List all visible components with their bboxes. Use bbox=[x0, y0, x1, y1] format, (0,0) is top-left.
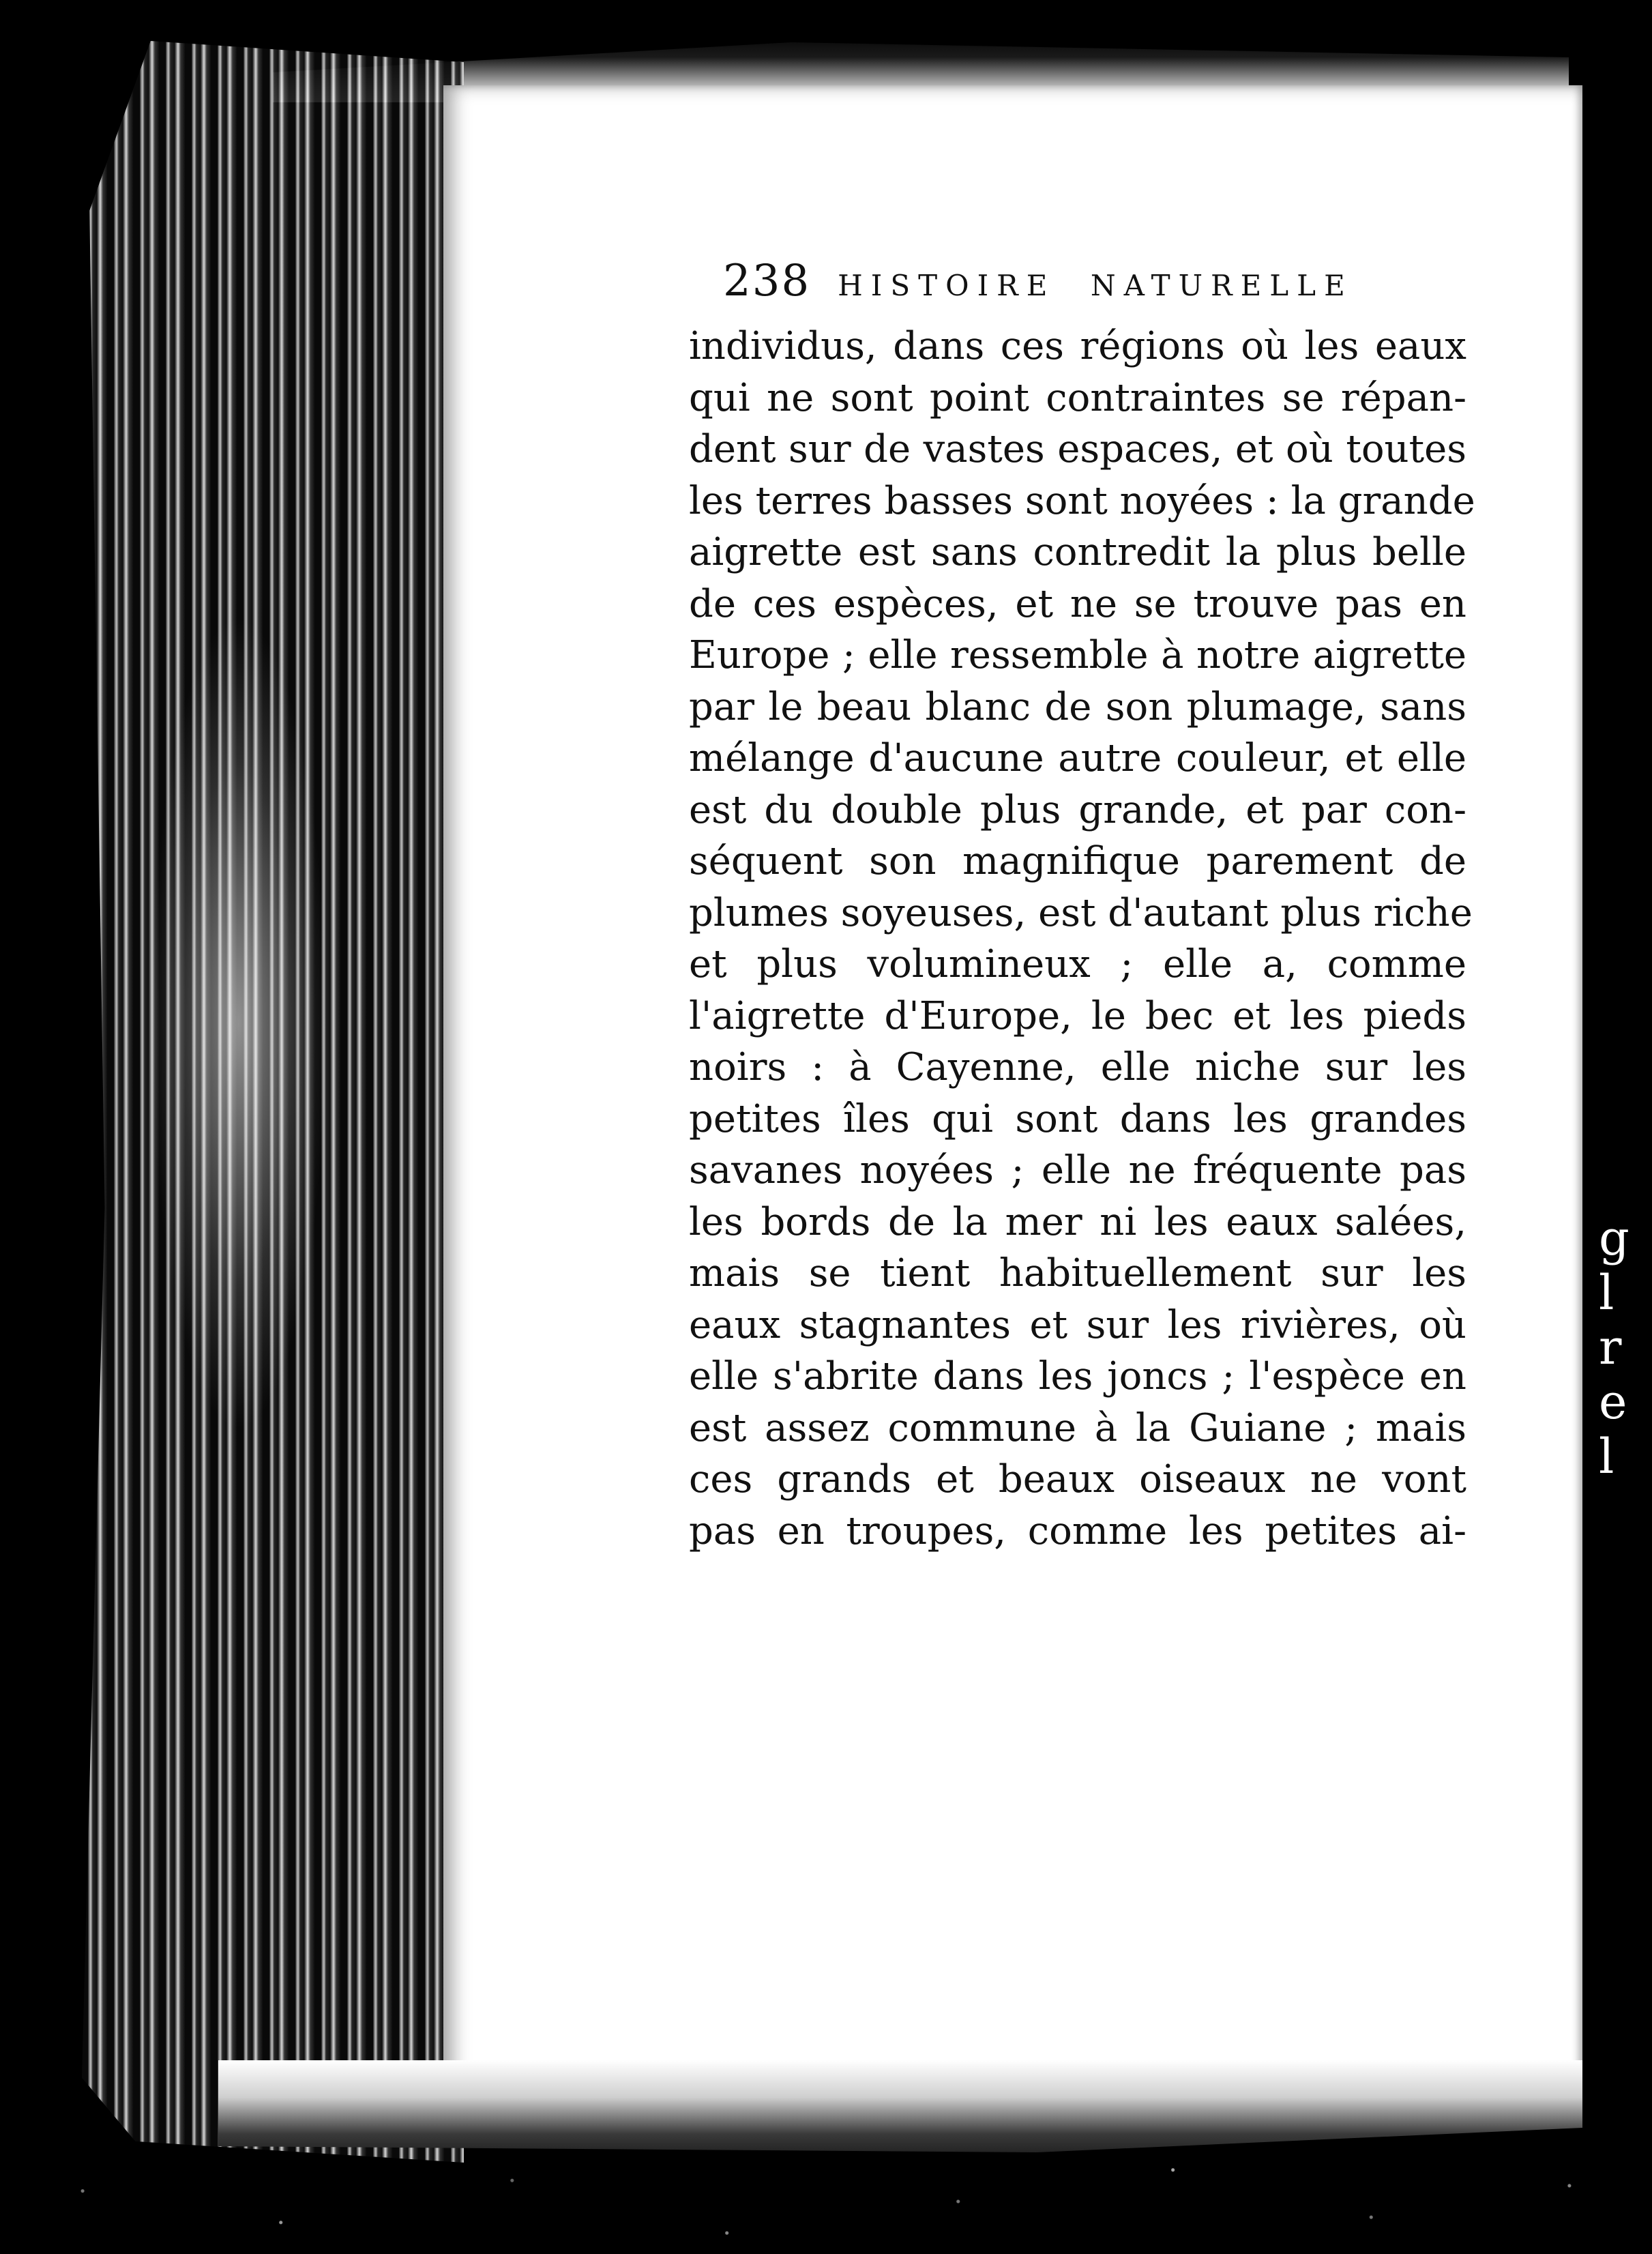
text-line: de ces espèces, et ne se trouve pas en bbox=[689, 581, 1466, 626]
text-line: et plus volumineux ; elle a, comme bbox=[689, 942, 1466, 986]
text-line: par le beau blanc de son plumage, sans bbox=[689, 684, 1466, 729]
next-page-fragment: l bbox=[1599, 1265, 1614, 1321]
text-line: qui ne sont point contraintes se répan- bbox=[689, 375, 1466, 420]
body-text bbox=[689, 321, 1475, 1557]
text-line: est du double plus grande, et par con- bbox=[689, 787, 1466, 832]
text-line: l'aigrette d'Europe, le bec et les pieds bbox=[689, 993, 1466, 1038]
text-line: aigrette est sans contredit la plus belle bbox=[689, 530, 1466, 574]
text-line: elle s'abrite dans les joncs ; l'espèce en bbox=[689, 1354, 1466, 1399]
next-page-fragment: l bbox=[1599, 1429, 1614, 1484]
scan-speckles bbox=[0, 2149, 1652, 2254]
text-line: est assez commune à la Guiane ; mais bbox=[689, 1405, 1466, 1450]
next-page-fragment: r bbox=[1599, 1319, 1622, 1375]
text-line: pas en troupes, comme les petites ai- bbox=[689, 1508, 1466, 1553]
text-line: mélange d'aucune autre couleur, et elle bbox=[689, 736, 1466, 780]
text-line: Europe ; elle ressemble à notre aigrette bbox=[689, 633, 1466, 677]
text-line: noirs : à Cayenne, elle niche sur les bbox=[689, 1045, 1466, 1089]
running-head bbox=[723, 256, 1432, 310]
text-line: savanes noyées ; elle ne fréquente pas bbox=[689, 1148, 1466, 1192]
fore-edge-glare bbox=[150, 614, 327, 1433]
text-line: individus, dans ces régions où les eaux bbox=[689, 324, 1466, 368]
next-page-edge bbox=[1589, 109, 1652, 2128]
next-page-fragment: e bbox=[1599, 1374, 1627, 1430]
text-line: les bords de la mer ni les eaux salées, bbox=[689, 1199, 1466, 1244]
text-line: petites îles qui sont dans les grandes bbox=[689, 1096, 1466, 1141]
text-line: eaux stagnantes et sur les rivières, où bbox=[689, 1302, 1466, 1347]
text-line: séquent son magnifique parement de bbox=[689, 839, 1466, 883]
text-line: les terres basses sont noyées : la grande bbox=[689, 478, 1475, 523]
next-page-fragment: g bbox=[1599, 1210, 1629, 1266]
running-title: HISTOIRE NATURELLE bbox=[838, 269, 1353, 302]
text-line: ces grands et beaux oiseaux ne vont bbox=[689, 1457, 1466, 1502]
text-line: mais se tient habituellement sur les bbox=[689, 1251, 1466, 1296]
text-line: plumes soyeuses, est d'autant plus riche bbox=[689, 890, 1473, 935]
text-line: dent sur de vastes espaces, et où toutes bbox=[689, 427, 1466, 471]
page-number: 238 bbox=[723, 256, 811, 306]
